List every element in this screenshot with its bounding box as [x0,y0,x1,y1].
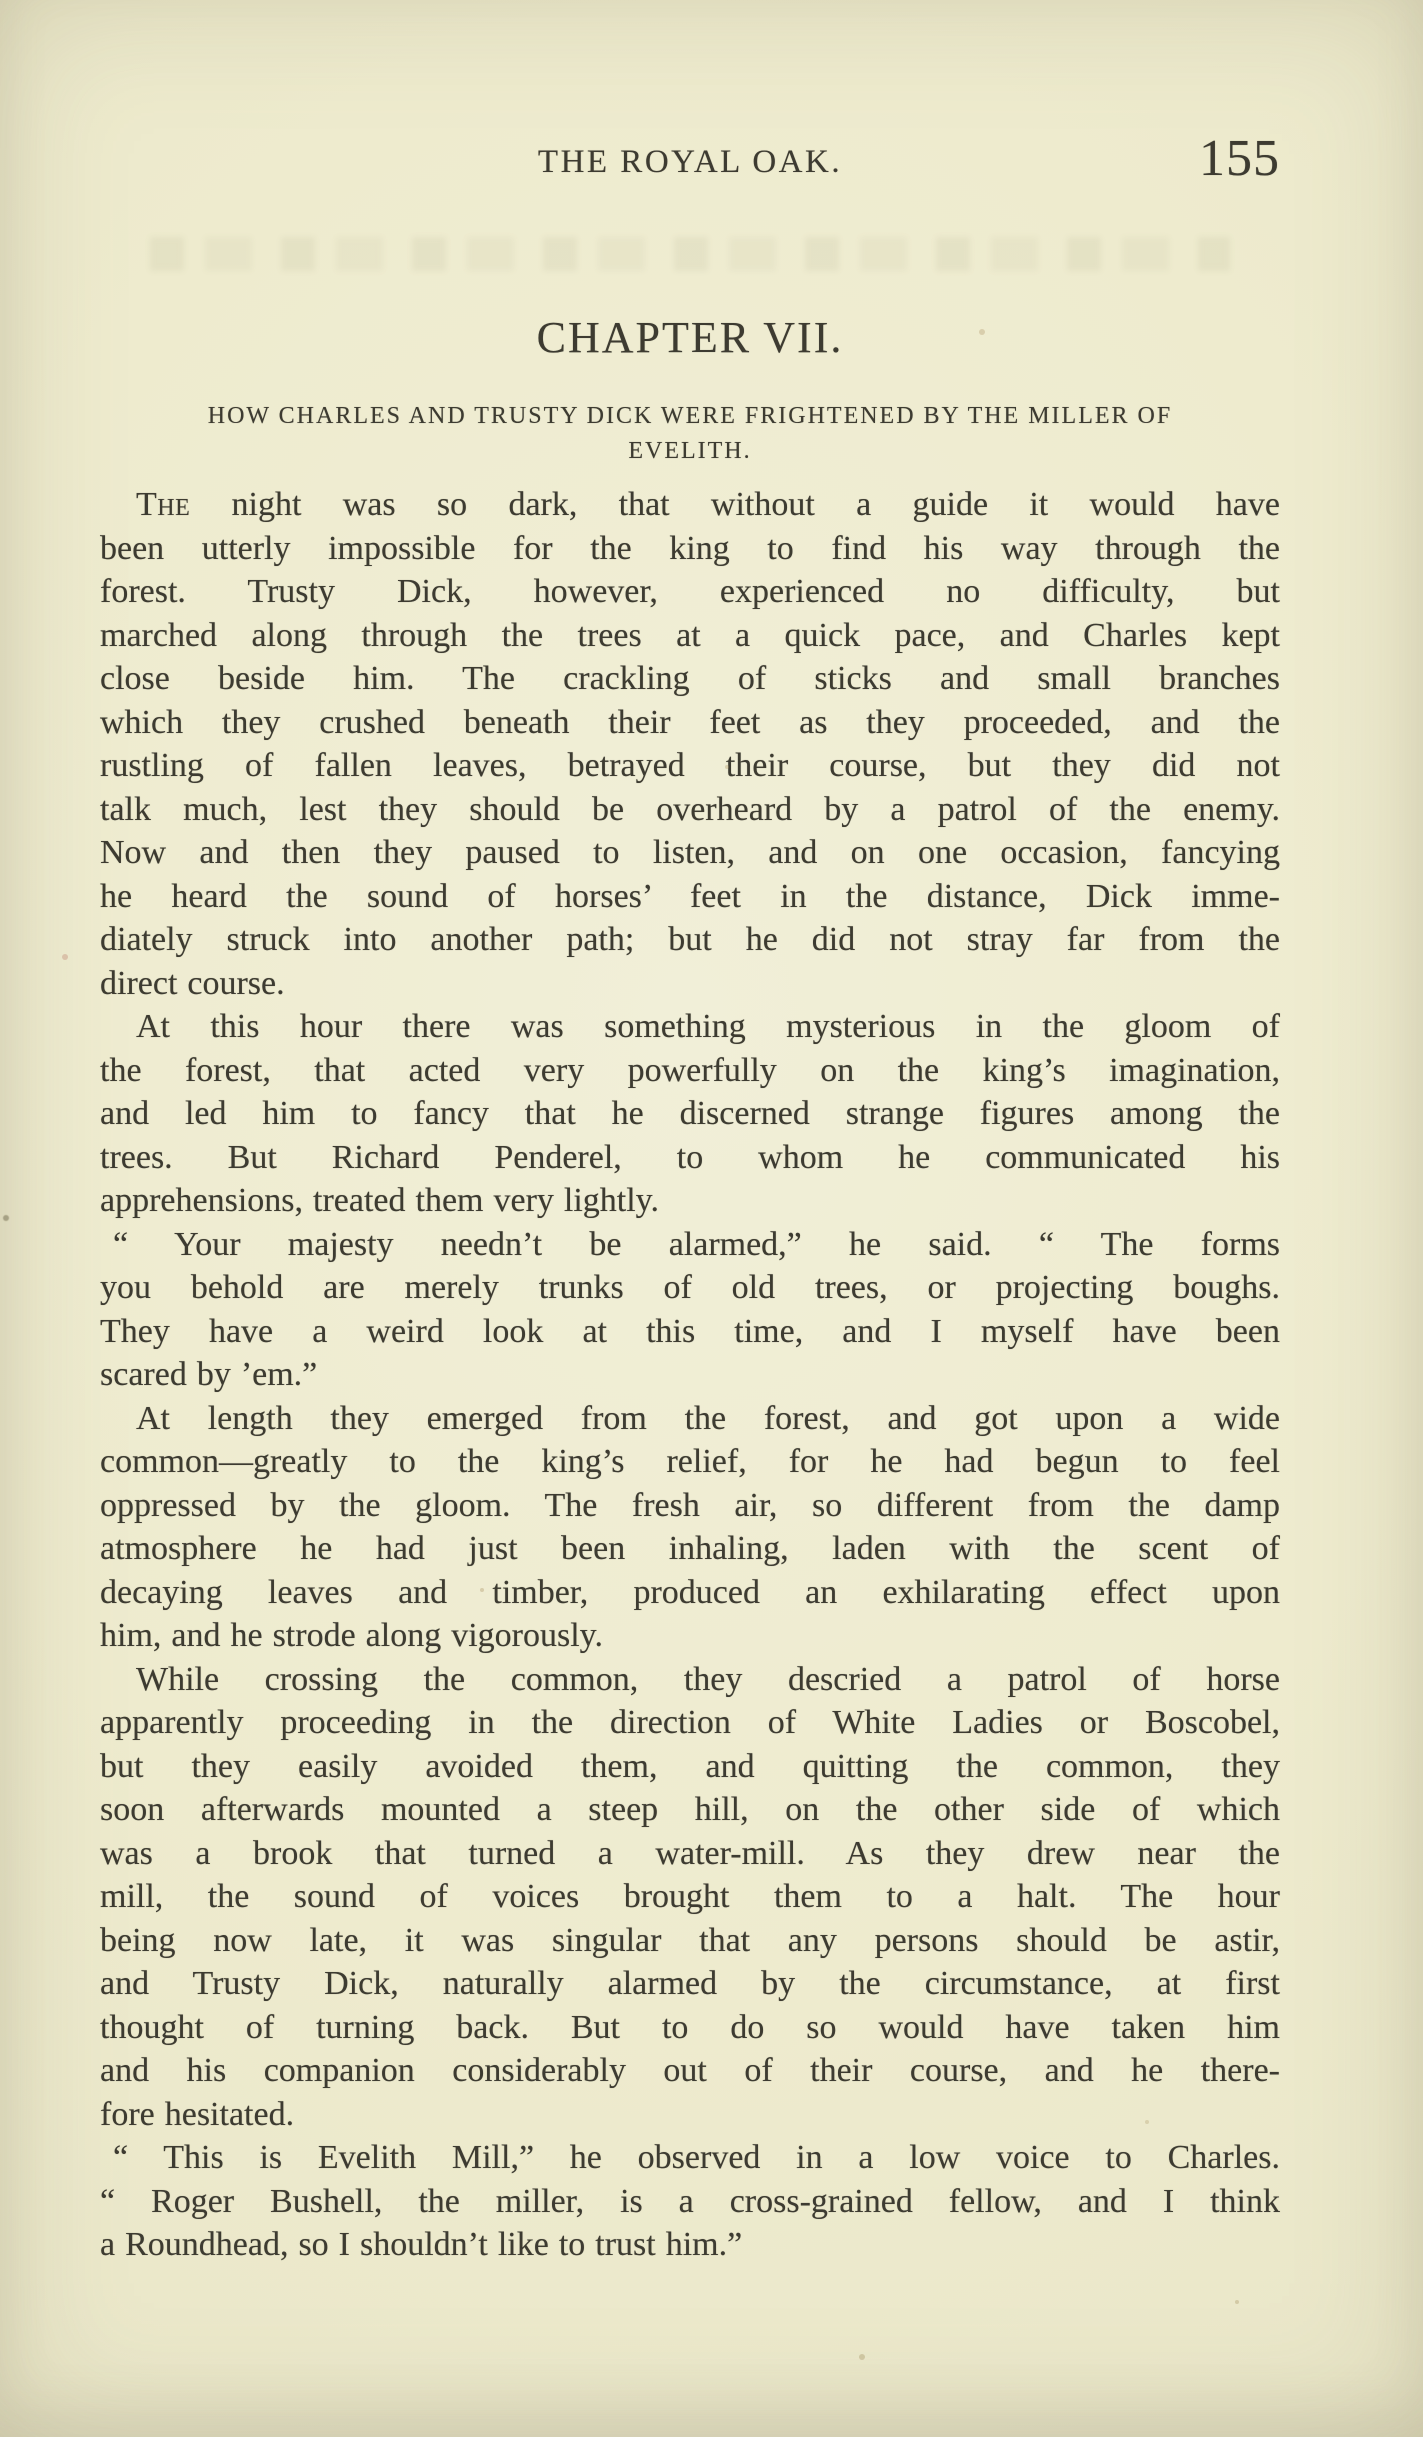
body-line: They have a weird look at this time, and I myself have been [100,1312,1280,1350]
body-line: forest. Trusty Dick, however, experienced no difficulty, but [100,573,1280,610]
body-line: marched along through the trees at a quick pace, and Charles kept [100,616,1280,654]
body-line: At length they emerged from the forest, and got upon a wide [136,1399,1280,1437]
body-line: common—greatly to the king’s relief, for he had begun to feel [100,1443,1280,1480]
body-line: trees. But Richard Penderel, to whom he communicated his [100,1138,1280,1176]
body-text [100,483,1280,2267]
body-line: “ Roger Bushell, the miller, is a cross-grained fellow, and I think [100,2182,1280,2220]
body-line: and his companion considerably out of their course, and he there- [100,2052,1280,2089]
body-line: thought of turning back. But to do so would have taken him [100,2008,1280,2046]
chapter-subtitle-line-2: EVELITH. [628,438,752,464]
body-line: being now late, it was singular that any persons should be astir, [100,1921,1280,1959]
body-line: mill, the sound of voices brought them to a halt. The hour [100,1878,1280,1915]
paragraph [100,1397,1280,1658]
body-line: apparently proceeding in the direction of White Ladies or Boscobel, [100,1704,1280,1741]
body-line: atmosphere he had just been inhaling, laden with the scent of [100,1530,1280,1567]
smallcaps-lead: The [136,486,191,523]
body-line: and Trusty Dick, naturally alarmed by the circumstance, at first [100,1965,1280,2002]
body-line: scared by ’em.” [100,1356,318,1393]
body-line: decaying leaves and timber, produced an exhilarating effect upon [100,1573,1280,1611]
page-number: 155 [1199,130,1280,187]
body-line: you behold are merely trunks of old trees, or projecting boughs. [100,1269,1280,1306]
body-line: he heard the sound of horses’ feet in the distance, Dick imme- [100,877,1280,915]
show-through-artifact [150,237,1230,271]
body-line: While crossing the common, they descried a patrol of horse [136,1660,1280,1698]
body-line: The night was so dark, that without a guide it would have [136,486,1280,523]
body-line: “ This is Evelith Mill,” he observed in a low voice to Charles. [113,2139,1280,2176]
paragraph [100,483,1280,1005]
body-line: Now and then they paused to listen, and on one occasion, fancying [100,834,1280,871]
chapter-subtitle [100,399,1280,469]
paragraph [100,1223,1280,1397]
paragraph [100,2136,1280,2267]
body-line: which they crushed beneath their feet as they proceeded, and the [100,703,1280,741]
body-line: and led him to fancy that he discerned strange figures among the [100,1095,1280,1132]
body-line: apprehensions, treated them very lightly. [100,1182,659,1219]
paragraph [100,1005,1280,1223]
body-line: diately struck into another path; but he did not stray far from the [100,921,1280,958]
body-line: rustling of fallen leaves, betrayed their course, but they did not [100,747,1280,784]
body-line: “ Your majesty needn’t be alarmed,” he said. “ The forms [113,1225,1280,1263]
running-header: THE ROYAL OAK. [537,144,843,180]
paragraph [100,1658,1280,2137]
body-line: been utterly impossible for the king to find his way through the [100,529,1280,567]
body-line: At this hour there was something mysterious in the gloom of [136,1008,1280,1045]
body-line: but they easily avoided them, and quitting the common, they [100,1747,1280,1785]
body-line: was a brook that turned a water-mill. As they drew near the [100,1834,1280,1872]
chapter-heading: CHAPTER VII. [536,313,844,362]
body-line: close beside him. The crackling of sticks and small branches [100,660,1280,697]
body-line: fore hesitated. [100,2095,295,2133]
body-line: talk much, lest they should be overheard by a patrol of the enemy. [100,790,1280,828]
chapter-subtitle-line-1: HOW CHARLES AND TRUSTY DICK WERE FRIGHTENED BY THE MILLER OF [207,403,1173,429]
body-line: direct course. [100,964,285,1002]
body-line: the forest, that acted very powerfully on the king’s imagination, [100,1051,1280,1089]
body-line: soon afterwards mounted a steep hill, on the other side of which [100,1791,1280,1828]
body-line: him, and he strode along vigorously. [100,1617,603,1654]
body-line: a Roundhead, so I shouldn’t like to trust him.” [100,2226,743,2263]
body-line: oppressed by the gloom. The fresh air, so different from the damp [100,1486,1280,1524]
